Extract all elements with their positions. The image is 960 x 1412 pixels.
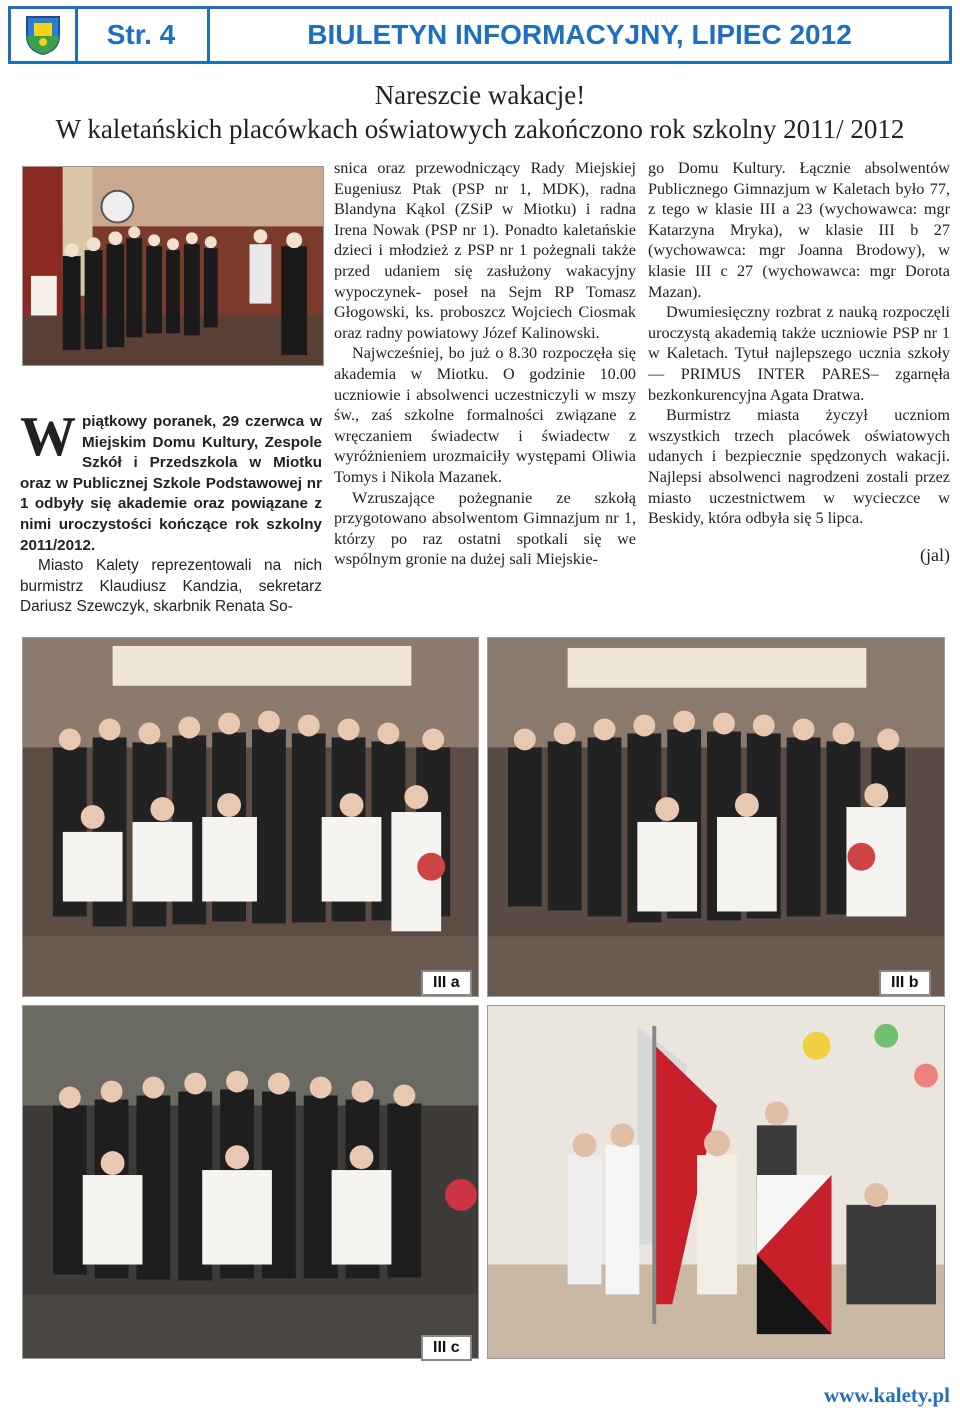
drop-cap: W [20, 406, 76, 468]
paragraph: go Domu Kultury. Łącznie absolwentów Publicznego Gimnazjum w Kaletach było 77, z tego w klasie III a 23 (wychowawca: mgr Katarzyna Mryka), w klasie III b 27 (wychowawca: mgr Joanna Brodowy), w klasie III c 27 (wychowawca: mgr Dorota Mazan). [648, 159, 950, 301]
author-signature: (jal) [920, 544, 950, 565]
paragraph: Wzruszające pożegnanie ze szkołą przygotowano absolwentom Gimnazjum nr 1, którzy po raz ostatni spotkali się we wspólnym gronie na dużej sali Miejskie- [334, 488, 636, 569]
class-photo-a [22, 637, 479, 997]
lead-paragraph [20, 406, 322, 556]
photo-label-c: III c [421, 1335, 472, 1361]
stage-ceremony-photo [487, 1005, 945, 1359]
publication-title: BIULETYN INFORMACYJNY, LIPIEC 2012 [307, 19, 852, 50]
ceremony-photo [22, 166, 324, 366]
paragraph: Miasto Kalety reprezentowali na nich burmistrz Klaudiusz Kandzia, sekretarz Dariusz Szewczyk, skarbnik Renata So- [20, 557, 322, 616]
photo-label-a: III a [421, 970, 472, 996]
paragraph: Dwumiesięczny rozbrat z nauką rozpoczęli uroczystą akademią także uczniowie PSP nr 1 w Kaletach. Tytuł najlepszego ucznia szkoły— PRIMUS INTER PARES– zgarnęła bezkonkurencyjna Agata Dratwa. [648, 303, 950, 404]
photo-label-b: III b [879, 970, 931, 996]
class-photo-c [22, 1005, 479, 1359]
lead-text: piątkowy poranek, 29 czerwca w Miejskim Domu Kultury, Zespole Szkół i Przedszkola w Miotku oraz w Publicznej Szkole Podstawowej nr 1 odbyły się akademie oraz powiązane z nimi uroczystości kończące rok szkolny 2011/2012. [20, 413, 322, 554]
page-header [8, 6, 952, 64]
page-number: Str. 4 [75, 9, 210, 61]
logo-box [11, 9, 78, 61]
text-column-3 [648, 158, 950, 565]
website-url: www.kalety.pl [823, 1383, 950, 1407]
city-crest-logo [24, 14, 62, 56]
paragraph: Burmistrz miasta życzył uczniom wszystkich trzech placówek oświatowych udanych i bezpiecznie spędzonych wakacji. Najlepsi absolwenci nagrodzeni zostali przez miasto uczestnictwem w wycieczce w Beskidy, która odbyła się 5 lipca. [648, 406, 950, 528]
article-title: Nareszcie wakacje! [374, 80, 586, 110]
text-column-1 [20, 406, 322, 618]
article-subtitle: W kaletańskich placówkach oświatowych zakończono rok szkolny 2011/ 2012 [55, 114, 905, 144]
class-photo-b [487, 637, 945, 997]
paragraph: snica oraz przewodniczący Rady Miejskiej Eugeniusz Ptak (PSP nr 1, MDK), radna Blandyna Kąkol (ZSiP w Miotku) i radna Irena Nowak (PSP nr 1). Ponadto kaletańskie dzieci i młodzież z PSP nr 1 pożegnali także przed udaniem się zasłużony wakacyjny wypoczynek- poseł na Sejm RP Tomasz Głogowski, ks. proboszcz Wojciech Ciosmak oraz radny powiatowy Józef Kalinowski. [334, 159, 636, 342]
paragraph: Najwcześniej, bo już o 8.30 rozpoczęła się akademia w Miotku. O godzinie 10.00 uczniowie i absolwenci uczestniczyli w mszy św., zaś szkolne formalności związane z wręczaniem świadectw i świadectw z wyróżnieniem urozmaiciły występami Oliwia Tomys i Nikola Mazanek. [334, 344, 636, 486]
text-column-2 [334, 158, 636, 570]
